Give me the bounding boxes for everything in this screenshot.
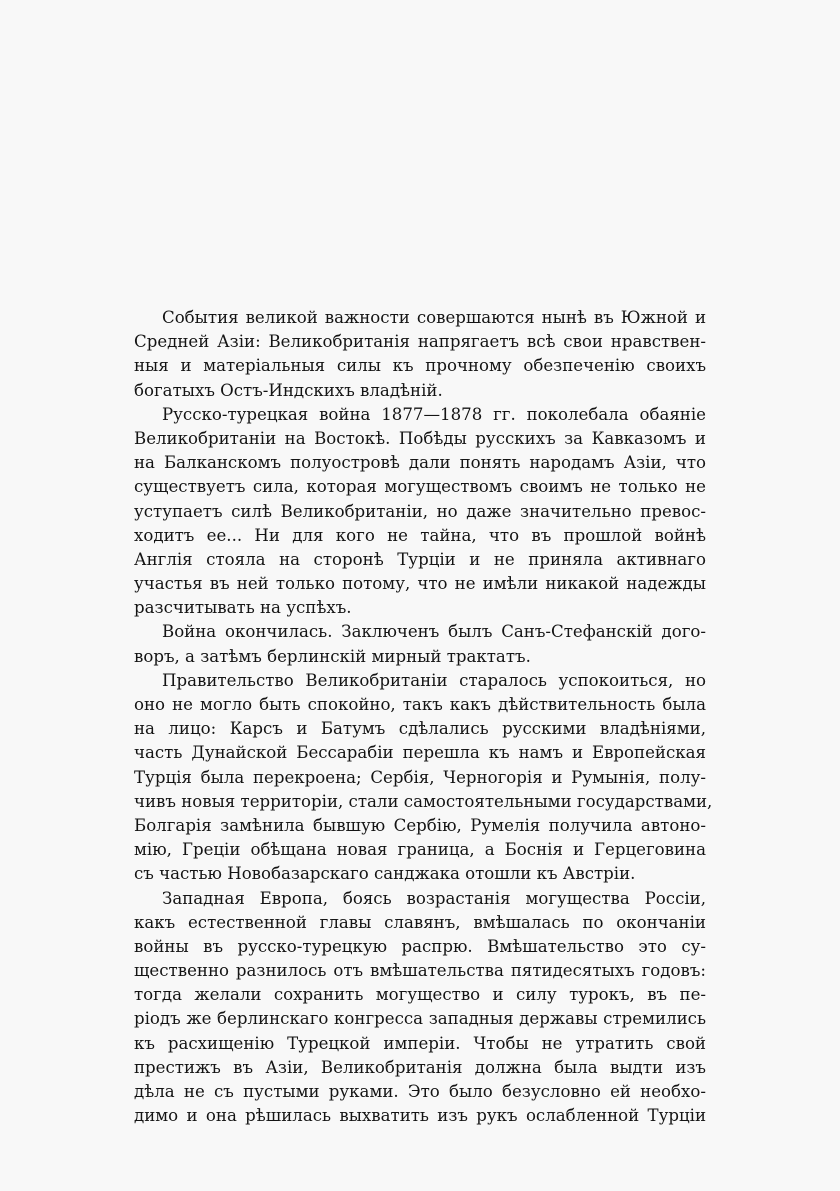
text-line: къ расхищенію Турецкой имперіи. Чтобы не утратить свой [134,1033,706,1053]
text-line: Правительство Великобританіи старалось успокоиться, но [162,670,706,690]
text-line: Англія стояла на сторонѣ Турціи и не приняла активнаго [134,549,706,569]
text-line: ныя и матеріальныя силы къ прочному обезпеченію своихъ [134,356,706,376]
text-line: мію, Греціи обѣщана новая граница, а Боснія и Герцеговина [134,840,706,860]
text-line: престижъ въ Азіи, Великобританія должна была выдти изъ [134,1057,706,1077]
text-line: войны въ русско-турецкую распрю. Вмѣшательство это су- [134,936,706,956]
text-line: ходитъ ее... Ни для кого не тайна, что въ прошлой войнѣ [134,525,706,545]
text-line: оно не могло быть спокойно, такъ какъ дѣйствительность была [134,695,706,714]
text-line: Турція была перекроена; Сербія, Черногорія и Румынія, полу- [134,767,706,787]
text-line: существуетъ сила, которая могуществомъ своимъ не только не [134,477,706,497]
text-line: Средней Азіи: Великобританія напрягаетъ всѣ свои нравствен- [134,332,706,352]
text-line: какъ естественной главы славянъ, вмѣшалась по окончаніи [134,912,706,932]
paragraph-4 [134,669,713,887]
text-line: Война окончилась. Заключенъ былъ Санъ-Стефанскій дого- [162,622,706,642]
text-line: чивъ новыя территоріи, стали самостоятельными государствами, [134,791,713,811]
text-line: Болгарія замѣнила бывшую Сербію, Румелія получила автоно- [134,815,706,835]
paragraph-1 [134,306,706,403]
paragraph-3 [134,620,706,668]
text-line: щественно разнилось отъ вмѣшательства пятидесятыхъ годовъ: [134,961,706,981]
paragraph-5 [134,887,706,1129]
text-line: часть Дунайской Бессарабіи перешла къ намъ и Европейская [134,743,706,763]
text-line: участья въ ней только потому, что не имѣли никакой надежды [134,574,706,594]
text-line: воръ, а затѣмъ берлинскій мирный трактатъ. [134,646,531,666]
text-line: уступаетъ силѣ Великобританіи, но даже значительно превос- [134,501,706,521]
text-line: богатыхъ Остъ-Индскихъ владѣній. [134,380,443,400]
text-line: дѣла не съ пустыми руками. Это было безусловно ей необхо- [134,1082,706,1101]
text-line: События великой важности совершаются нынѣ въ Южной и [162,308,706,327]
document-body [134,306,713,1128]
text-line: ріодъ же берлинскаго конгресса западныя державы стремились [134,1009,706,1029]
text-line: съ частью Новобазарскаго санджака отошли къ Австріи. [134,864,636,884]
text-line: Великобританіи на Востокѣ. Побѣды русскихъ за Кавказомъ и [134,428,706,448]
text-line: димо и она рѣшилась выхватить изъ рукъ ослабленной Турціи [134,1106,706,1126]
text-line: Западная Европа, боясь возрастанія могущества Россіи, [162,888,706,908]
text-line: Русско-турецкая война 1877—1878 гг. поколебала обаяніе [162,404,706,424]
text-line: на лицо: Карсъ и Батумъ сдѣлались русскими владѣніями, [134,719,706,739]
text-line: разсчитывать на успѣхъ. [134,598,352,618]
text-line: на Балканскомъ полуостровѣ дали понять народамъ Азіи, что [134,453,706,473]
paragraph-2 [134,403,706,621]
text-line: тогда желали сохранить могущество и силу турокъ, въ пе- [134,985,706,1005]
